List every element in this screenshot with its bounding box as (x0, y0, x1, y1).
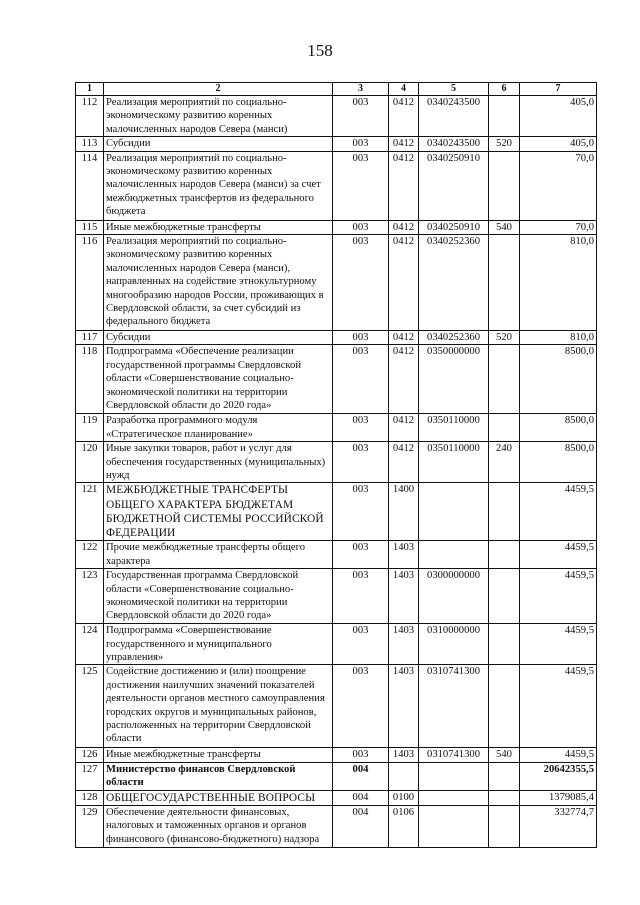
row-col-4: 1403 (389, 748, 419, 762)
page-number: 158 (307, 41, 333, 60)
row-name: Реализация мероприятий по социально-экономическому развитию коренных малочисленных народов Севера (манси), направленных на содействие этнокультурному многообразию народов России, проживающих в Свердловской области, за счет субсидий из федерального бюджета (104, 235, 333, 331)
row-name: Разработка программного модуля «Стратегическое планирование» (104, 414, 333, 442)
row-col-6 (489, 665, 520, 748)
row-col-3: 003 (333, 624, 389, 665)
row-number: 113 (76, 137, 104, 151)
row-name: Иные межбюджетные трансферты (104, 748, 333, 762)
row-number: 116 (76, 235, 104, 331)
table-row (76, 762, 597, 790)
row-number: 122 (76, 541, 104, 569)
row-col-6: 540 (489, 748, 520, 762)
row-col-5: 0340243500 (419, 137, 489, 151)
row-name: Прочие межбюджетные трансферты общего характера (104, 541, 333, 569)
row-number: 119 (76, 414, 104, 442)
row-col-3: 003 (333, 331, 389, 345)
row-name: ОБЩЕГОСУДАРСТВЕННЫЕ ВОПРОСЫ (104, 790, 333, 805)
row-col-3: 003 (333, 96, 389, 137)
row-col-4: 0412 (389, 96, 419, 137)
header-col-5: 5 (419, 83, 489, 96)
row-amount: 8500,0 (520, 414, 597, 442)
row-col-5: 0340243500 (419, 96, 489, 137)
table-row (76, 151, 597, 220)
row-amount: 810,0 (520, 331, 597, 345)
row-col-4: 0100 (389, 790, 419, 805)
row-col-6 (489, 762, 520, 790)
row-number: 124 (76, 624, 104, 665)
row-col-6 (489, 414, 520, 442)
row-name: Реализация мероприятий по социально-экономическому развитию коренных малочисленных народов Севера (манси) (104, 96, 333, 137)
row-col-3: 003 (333, 748, 389, 762)
table-row (76, 137, 597, 151)
row-number: 123 (76, 569, 104, 624)
row-col-5 (419, 805, 489, 847)
row-col-3: 003 (333, 220, 389, 234)
row-name: МЕЖБЮДЖЕТНЫЕ ТРАНСФЕРТЫ ОБЩЕГО ХАРАКТЕРА БЮДЖЕТАМ БЮДЖЕТНОЙ СИСТЕМЫ РОССИЙСКОЙ ФЕДЕРАЦИИ (104, 483, 333, 541)
row-col-3: 003 (333, 414, 389, 442)
header-row (76, 83, 597, 96)
row-col-5: 0340250910 (419, 151, 489, 220)
row-number: 120 (76, 442, 104, 483)
row-name: Государственная программа Свердловской области «Совершенствование социально-экономической политики на территории Свердловской области до 2020 года» (104, 569, 333, 624)
row-col-5: 0350000000 (419, 345, 489, 414)
row-col-6: 540 (489, 220, 520, 234)
row-amount: 810,0 (520, 235, 597, 331)
row-amount: 8500,0 (520, 442, 597, 483)
row-col-6 (489, 790, 520, 805)
row-amount: 405,0 (520, 96, 597, 137)
row-number: 114 (76, 151, 104, 220)
row-col-4: 1403 (389, 665, 419, 748)
row-amount: 4459,5 (520, 624, 597, 665)
row-amount: 4459,5 (520, 665, 597, 748)
row-name: Министерство финансов Свердловской области (104, 762, 333, 790)
row-number: 126 (76, 748, 104, 762)
row-amount: 4459,5 (520, 569, 597, 624)
row-col-6: 240 (489, 442, 520, 483)
row-name: Иные закупки товаров, работ и услуг для обеспечения государственных (муниципальных) нужд (104, 442, 333, 483)
table-row (76, 331, 597, 345)
budget-table (75, 82, 597, 848)
table-row (76, 96, 597, 137)
row-name: Реализация мероприятий по социально-экономическому развитию коренных малочисленных народов Севера (манси) за счет межбюджетных трансфертов из федерального бюджета (104, 151, 333, 220)
row-col-3: 004 (333, 762, 389, 790)
row-amount: 20642355,5 (520, 762, 597, 790)
row-col-4: 1403 (389, 541, 419, 569)
row-name: Подпрограмма «Совершенствование государственного и муниципального управления» (104, 624, 333, 665)
row-col-4: 0412 (389, 414, 419, 442)
header-col-4: 4 (389, 83, 419, 96)
row-number: 117 (76, 331, 104, 345)
row-col-4: 1400 (389, 483, 419, 541)
row-col-5: 0340250910 (419, 220, 489, 234)
row-amount: 4459,5 (520, 541, 597, 569)
row-col-6 (489, 541, 520, 569)
row-col-5: 0310741300 (419, 665, 489, 748)
row-amount: 332774,7 (520, 805, 597, 847)
row-col-3: 003 (333, 345, 389, 414)
row-col-6 (489, 345, 520, 414)
row-amount: 70,0 (520, 220, 597, 234)
header-col-6: 6 (489, 83, 520, 96)
row-col-3: 003 (333, 483, 389, 541)
table-row (76, 790, 597, 805)
row-amount: 4459,5 (520, 748, 597, 762)
row-col-6 (489, 805, 520, 847)
table-row (76, 414, 597, 442)
row-col-3: 003 (333, 151, 389, 220)
row-col-3: 003 (333, 442, 389, 483)
row-col-4: 1403 (389, 569, 419, 624)
table-row (76, 624, 597, 665)
row-col-4: 0106 (389, 805, 419, 847)
table-row (76, 442, 597, 483)
row-col-6: 520 (489, 331, 520, 345)
row-col-3: 003 (333, 569, 389, 624)
header-col-2: 2 (104, 83, 333, 96)
table-row (76, 569, 597, 624)
row-amount: 405,0 (520, 137, 597, 151)
header-col-7: 7 (520, 83, 597, 96)
row-name: Содействие достижению и (или) поощрение достижения наилучших значений показателей деятельности органов местного самоуправления городских округов и муниципальных районов, расположенных на территории Свердловской области (104, 665, 333, 748)
row-col-4: 0412 (389, 235, 419, 331)
table-row (76, 541, 597, 569)
row-col-4: 0412 (389, 151, 419, 220)
row-amount: 1379085,4 (520, 790, 597, 805)
row-number: 115 (76, 220, 104, 234)
row-col-3: 004 (333, 805, 389, 847)
header-col-3: 3 (333, 83, 389, 96)
row-number: 129 (76, 805, 104, 847)
row-col-5 (419, 483, 489, 541)
row-col-5: 0310741300 (419, 748, 489, 762)
table-row (76, 748, 597, 762)
row-col-5: 0300000000 (419, 569, 489, 624)
row-name: Подпрограмма «Обеспечение реализации государственной программы Свердловской области «Совершенствование социально-экономической политики на территории Свердловской области до 2020 года» (104, 345, 333, 414)
row-number: 127 (76, 762, 104, 790)
row-amount: 4459,5 (520, 483, 597, 541)
row-col-4: 0412 (389, 220, 419, 234)
table-row (76, 483, 597, 541)
row-col-6 (489, 235, 520, 331)
row-col-4 (389, 762, 419, 790)
row-col-5 (419, 762, 489, 790)
row-name: Обеспечение деятельности финансовых, налоговых и таможенных органов и органов финансового (финансово-бюджетного) надзора (104, 805, 333, 847)
row-col-3: 003 (333, 665, 389, 748)
row-col-3: 004 (333, 790, 389, 805)
table-row (76, 235, 597, 331)
row-col-6: 520 (489, 137, 520, 151)
row-name: Иные межбюджетные трансферты (104, 220, 333, 234)
row-col-5 (419, 790, 489, 805)
row-name: Субсидии (104, 137, 333, 151)
row-name: Субсидии (104, 331, 333, 345)
row-col-5: 0350110000 (419, 414, 489, 442)
row-amount: 70,0 (520, 151, 597, 220)
row-number: 128 (76, 790, 104, 805)
row-col-4: 0412 (389, 442, 419, 483)
row-number: 118 (76, 345, 104, 414)
header-col-1: 1 (76, 83, 104, 96)
row-col-5: 0310000000 (419, 624, 489, 665)
table-row (76, 665, 597, 748)
row-col-4: 0412 (389, 345, 419, 414)
table-row (76, 345, 597, 414)
row-col-5: 0340252360 (419, 331, 489, 345)
row-col-5 (419, 541, 489, 569)
row-col-6 (489, 569, 520, 624)
row-col-6 (489, 151, 520, 220)
row-col-5: 0340252360 (419, 235, 489, 331)
row-number: 121 (76, 483, 104, 541)
row-col-4: 1403 (389, 624, 419, 665)
row-col-4: 0412 (389, 137, 419, 151)
row-number: 125 (76, 665, 104, 748)
table-row (76, 805, 597, 847)
table-row (76, 220, 597, 234)
row-col-3: 003 (333, 541, 389, 569)
row-col-5: 0350110000 (419, 442, 489, 483)
row-number: 112 (76, 96, 104, 137)
row-col-6 (489, 624, 520, 665)
row-col-6 (489, 483, 520, 541)
row-col-3: 003 (333, 137, 389, 151)
row-col-3: 003 (333, 235, 389, 331)
row-col-4: 0412 (389, 331, 419, 345)
row-col-6 (489, 96, 520, 137)
row-amount: 8500,0 (520, 345, 597, 414)
